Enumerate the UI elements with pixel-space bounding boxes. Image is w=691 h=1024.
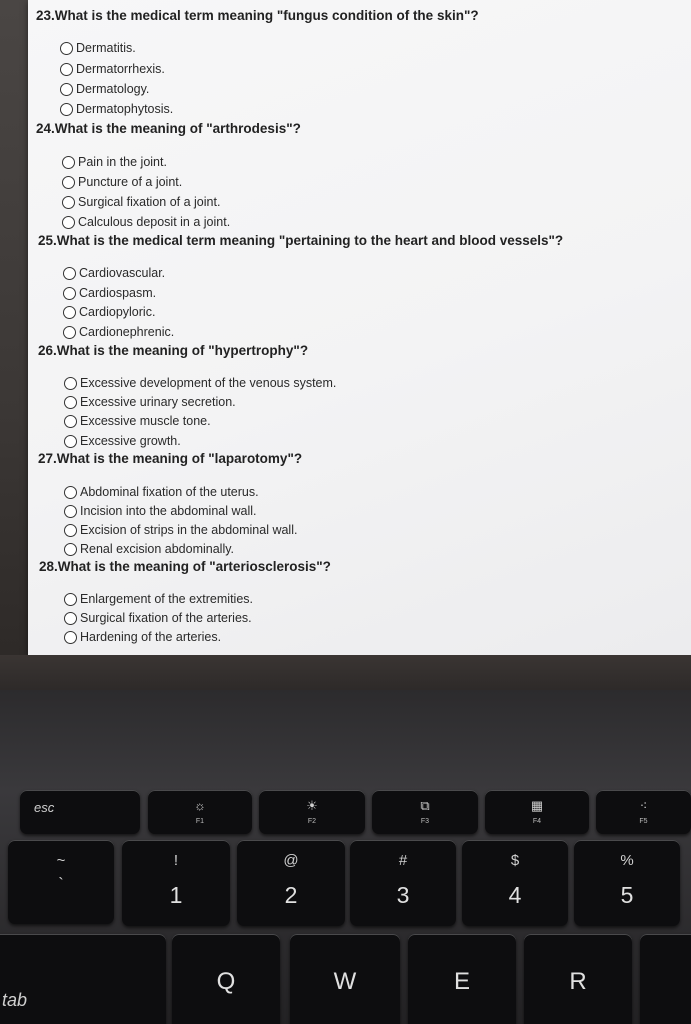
question-23: 23.What is the medical term meaning "fungus condition of the skin"?: [36, 8, 479, 23]
key-q[interactable]: Q: [172, 934, 280, 1024]
esc-key[interactable]: esc: [20, 790, 140, 834]
key-r[interactable]: R: [524, 934, 632, 1024]
option-23-d[interactable]: Dermatophytosis.: [60, 102, 173, 116]
key-2[interactable]: @ 2: [237, 840, 345, 926]
option-25-b[interactable]: Cardiospasm.: [63, 286, 156, 300]
option-24-b[interactable]: Puncture of a joint.: [62, 175, 182, 189]
f3-key[interactable]: ⧉ F3: [372, 790, 478, 834]
radio-button[interactable]: [64, 486, 77, 499]
radio-button[interactable]: [64, 435, 77, 448]
option-27-c[interactable]: Excision of strips in the abdominal wall.: [64, 523, 297, 537]
radio-button[interactable]: [60, 63, 73, 76]
f4-key[interactable]: ▦ F4: [485, 790, 589, 834]
option-23-b[interactable]: Dermatorrhexis.: [60, 62, 165, 76]
key-3[interactable]: # 3: [350, 840, 456, 926]
option-23-c[interactable]: Dermatology.: [60, 82, 149, 96]
option-26-a[interactable]: Excessive development of the venous system.: [64, 376, 336, 390]
option-27-d[interactable]: Renal excision abdominally.: [64, 542, 234, 556]
quiz-screen: [28, 0, 691, 656]
question-27: 27.What is the meaning of "laparotomy"?: [38, 451, 303, 466]
option-26-d[interactable]: Excessive growth.: [64, 434, 181, 448]
option-26-b[interactable]: Excessive urinary secretion.: [64, 395, 236, 409]
option-26-c[interactable]: Excessive muscle tone.: [64, 414, 211, 428]
tab-key-label: tab: [2, 990, 28, 1010]
radio-button[interactable]: [63, 326, 76, 339]
radio-button[interactable]: [64, 543, 77, 556]
option-25-d[interactable]: Cardionephrenic.: [63, 325, 174, 339]
option-28-c[interactable]: Hardening of the arteries.: [64, 630, 221, 644]
tilde-key[interactable]: ~ `: [8, 840, 114, 924]
key-w[interactable]: W: [290, 934, 400, 1024]
key-5[interactable]: % 5: [574, 840, 680, 926]
radio-button[interactable]: [62, 196, 75, 209]
radio-button[interactable]: [63, 267, 76, 280]
option-24-a[interactable]: Pain in the joint.: [62, 155, 167, 169]
option-27-b[interactable]: Incision into the abdominal wall.: [64, 504, 257, 518]
brightness-up-icon: ☀: [306, 798, 318, 813]
f1-key[interactable]: ☼ F1: [148, 790, 252, 834]
mission-control-icon: ⧉: [420, 798, 430, 813]
radio-button[interactable]: [62, 216, 75, 229]
radio-button[interactable]: [64, 593, 77, 606]
f2-key[interactable]: ☀ F2: [259, 790, 365, 834]
question-28: 28.What is the meaning of "arteriosclerosis"?: [39, 559, 331, 574]
option-25-a[interactable]: Cardiovascular.: [63, 266, 165, 280]
radio-button[interactable]: [60, 83, 73, 96]
launchpad-icon: ▦: [530, 798, 544, 813]
radio-button[interactable]: [60, 42, 73, 55]
radio-button[interactable]: [64, 631, 77, 644]
radio-button[interactable]: [64, 415, 77, 428]
option-24-c[interactable]: Surgical fixation of a joint.: [62, 195, 220, 209]
radio-button[interactable]: [64, 612, 77, 625]
radio-button[interactable]: [64, 505, 77, 518]
f5-key[interactable]: ⁖ F5: [596, 790, 691, 834]
option-23-a[interactable]: Dermatitis.: [60, 41, 136, 55]
question-25: 25.What is the medical term meaning "pertaining to the heart and blood vessels"?: [38, 233, 564, 248]
key-4[interactable]: $ 4: [462, 840, 568, 926]
brightness-down-icon: ☼: [194, 798, 206, 813]
option-28-b[interactable]: Surgical fixation of the arteries.: [64, 611, 252, 625]
radio-button[interactable]: [62, 156, 75, 169]
question-24: 24.What is the meaning of "arthrodesis"?: [36, 121, 301, 136]
radio-button[interactable]: [64, 377, 77, 390]
radio-button[interactable]: [64, 524, 77, 537]
question-26: 26.What is the meaning of "hypertrophy"?: [38, 343, 309, 358]
option-28-a[interactable]: Enlargement of the extremities.: [64, 592, 253, 606]
radio-button[interactable]: [63, 287, 76, 300]
option-24-d[interactable]: Calculous deposit in a joint.: [62, 215, 230, 229]
key-1[interactable]: ! 1: [122, 840, 230, 926]
radio-button[interactable]: [60, 103, 73, 116]
radio-button[interactable]: [63, 306, 76, 319]
option-27-a[interactable]: Abdominal fixation of the uterus.: [64, 485, 259, 499]
key-e[interactable]: E: [408, 934, 516, 1024]
radio-button[interactable]: [62, 176, 75, 189]
option-25-c[interactable]: Cardiopyloric.: [63, 305, 155, 319]
keyboard-backlight-icon: ⁖: [639, 798, 648, 813]
radio-button[interactable]: [64, 396, 77, 409]
key-t[interactable]: [640, 934, 691, 1024]
